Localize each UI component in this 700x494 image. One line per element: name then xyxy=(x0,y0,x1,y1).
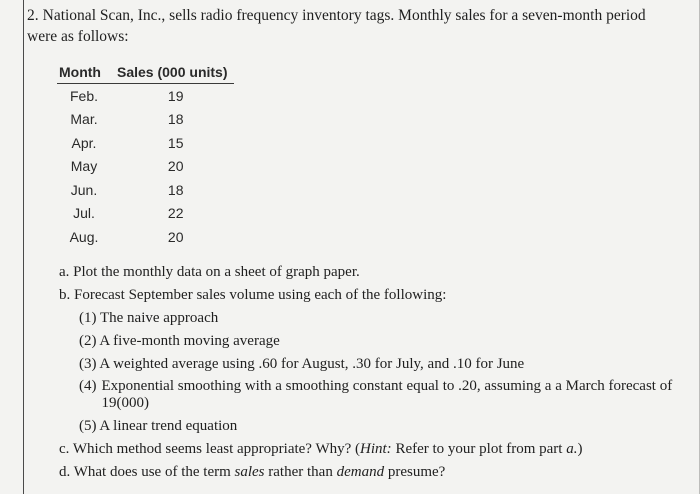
table-row xyxy=(57,131,234,155)
question-d xyxy=(59,461,679,484)
sales-cell: 22 xyxy=(167,205,184,222)
sales-table-wrapper xyxy=(57,62,234,249)
month-cell: Jul. xyxy=(73,205,95,222)
question-b4 xyxy=(59,376,679,415)
problem-statement xyxy=(27,5,677,47)
month-cell: Mar. xyxy=(70,111,98,128)
sales-cell: 19 xyxy=(167,87,184,104)
month-cell: Aug. xyxy=(69,228,99,245)
question-c-text: c. Which method seems least appropriate? Why? ( xyxy=(59,441,361,457)
sales-header: Sales (000 units) xyxy=(111,62,234,84)
question-c-hint-text: Refer to your plot from part xyxy=(391,441,567,457)
page-edge xyxy=(23,0,24,494)
question-list xyxy=(59,261,679,484)
table-row xyxy=(57,84,234,108)
month-header: Month xyxy=(57,62,111,84)
question-c-close: ) xyxy=(577,441,583,457)
question-d-demand: demand xyxy=(336,464,385,480)
question-d-text: d. What does use of the term xyxy=(59,464,235,480)
question-c-hint-part: a. xyxy=(566,441,578,457)
sales-cell: 18 xyxy=(167,181,184,198)
table-row xyxy=(57,178,234,202)
month-cell: May xyxy=(70,158,98,175)
problem-intro: National Scan, Inc., sells radio frequency inventory tags. Monthly sales for a seven-month period were as follows: xyxy=(27,7,646,45)
question-b3: (3) A weighted average using .60 for August, .30 for July, and .10 for June xyxy=(79,356,525,372)
problem-number: 2. xyxy=(27,7,39,24)
question-c-hint-label: Hint: xyxy=(360,441,392,457)
question-b2: (2) A five-month moving average xyxy=(79,333,280,349)
question-d-end: presume? xyxy=(384,464,446,480)
question-c xyxy=(59,438,679,461)
table-row xyxy=(57,155,234,179)
question-d-mid: rather than xyxy=(264,464,337,480)
question-b1: (1) The naive approach xyxy=(79,310,219,326)
question-b5: (5) A linear trend equation xyxy=(79,418,238,434)
month-cell: Feb. xyxy=(69,87,98,104)
sales-cell: 15 xyxy=(167,134,184,151)
table-row xyxy=(57,225,234,249)
month-cell: Jun. xyxy=(70,181,98,198)
question-a: a. Plot the monthly data on a sheet of graph paper. xyxy=(59,264,360,280)
sales-cell: 18 xyxy=(167,111,184,128)
table-header-row xyxy=(57,62,234,84)
question-b4-text: Exponential smoothing with a smoothing constant equal to .20, assuming a a March forecast of 19(000) xyxy=(101,378,673,411)
question-b: b. Forecast September sales volume using each of the following: xyxy=(59,287,447,303)
question-d-sales: sales xyxy=(234,464,265,480)
month-cell: Apr. xyxy=(71,134,97,151)
sales-cell: 20 xyxy=(167,158,184,175)
question-b4-number: (4) xyxy=(79,378,97,394)
sales-cell: 20 xyxy=(167,228,184,245)
table-row xyxy=(57,202,234,226)
table-row xyxy=(57,108,234,132)
sales-table xyxy=(57,62,234,249)
